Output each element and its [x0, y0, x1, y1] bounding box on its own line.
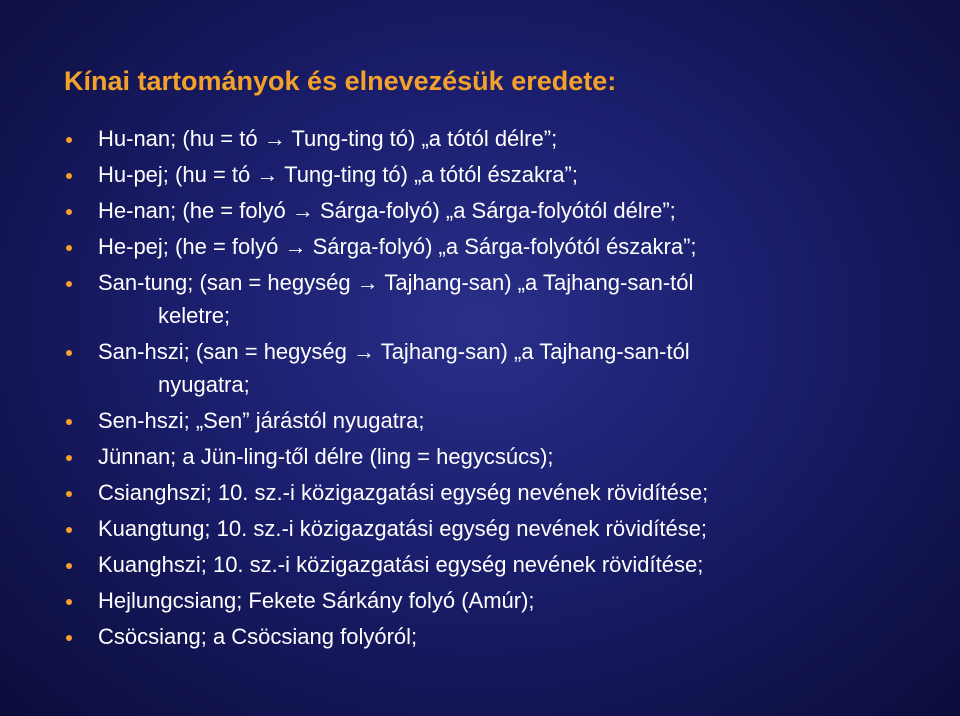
- list-item: Hejlungcsiang; Fekete Sárkány folyó (Amúr);: [62, 584, 932, 617]
- bullet-dot-icon: [66, 635, 72, 641]
- list-item: Hu-nan; (hu = tó → Tung-ting tó) „a tótól délre”;: [62, 122, 932, 155]
- slide-title: Kínai tartományok és elnevezésük eredete:: [64, 66, 617, 96]
- list-item: Jünnan; a Jün-ling-től délre (ling = hegycsúcs);: [62, 440, 932, 473]
- list-item: Sen-hszi; „Sen” járástól nyugatra;: [62, 404, 932, 437]
- list-item: Kuangtung; 10. sz.-i közigazgatási egység nevének rövidítése;: [62, 512, 932, 545]
- bullet-dot-icon: [66, 563, 72, 569]
- list-item: He-pej; (he = folyó → Sárga-folyó) „a Sárga-folyótól északra”;: [62, 230, 932, 263]
- list-item: Kuanghszi; 10. sz.-i közigazgatási egység nevének rövidítése;: [62, 548, 932, 581]
- bullet-list: [62, 122, 932, 656]
- bullet-dot-icon: [66, 419, 72, 425]
- list-item: He-nan; (he = folyó → Sárga-folyó) „a Sárga-folyótól délre”;: [62, 194, 932, 227]
- bullet-dot-icon: [66, 173, 72, 179]
- bullet-dot-icon: [66, 491, 72, 497]
- list-item: San-tung; (san = hegység → Tajhang-san) „a Tajhang-san-tól keletre;: [62, 266, 932, 332]
- bullet-dot-icon: [66, 599, 72, 605]
- bullet-dot-icon: [66, 455, 72, 461]
- bullet-dot-icon: [66, 245, 72, 251]
- list-item: Csöcsiang; a Csöcsiang folyóról;: [62, 620, 932, 653]
- bullet-dot-icon: [66, 350, 72, 356]
- bullet-dot-icon: [66, 209, 72, 215]
- bullet-dot-icon: [66, 527, 72, 533]
- list-item: Csianghszi; 10. sz.-i közigazgatási egység nevének rövidítése;: [62, 476, 932, 509]
- list-item: San-hszi; (san = hegység → Tajhang-san) „a Tajhang-san-tól nyugatra;: [62, 335, 932, 401]
- bullet-dot-icon: [66, 281, 72, 287]
- bullet-dot-icon: [66, 137, 72, 143]
- list-item: Hu-pej; (hu = tó → Tung-ting tó) „a tótól északra”;: [62, 158, 932, 191]
